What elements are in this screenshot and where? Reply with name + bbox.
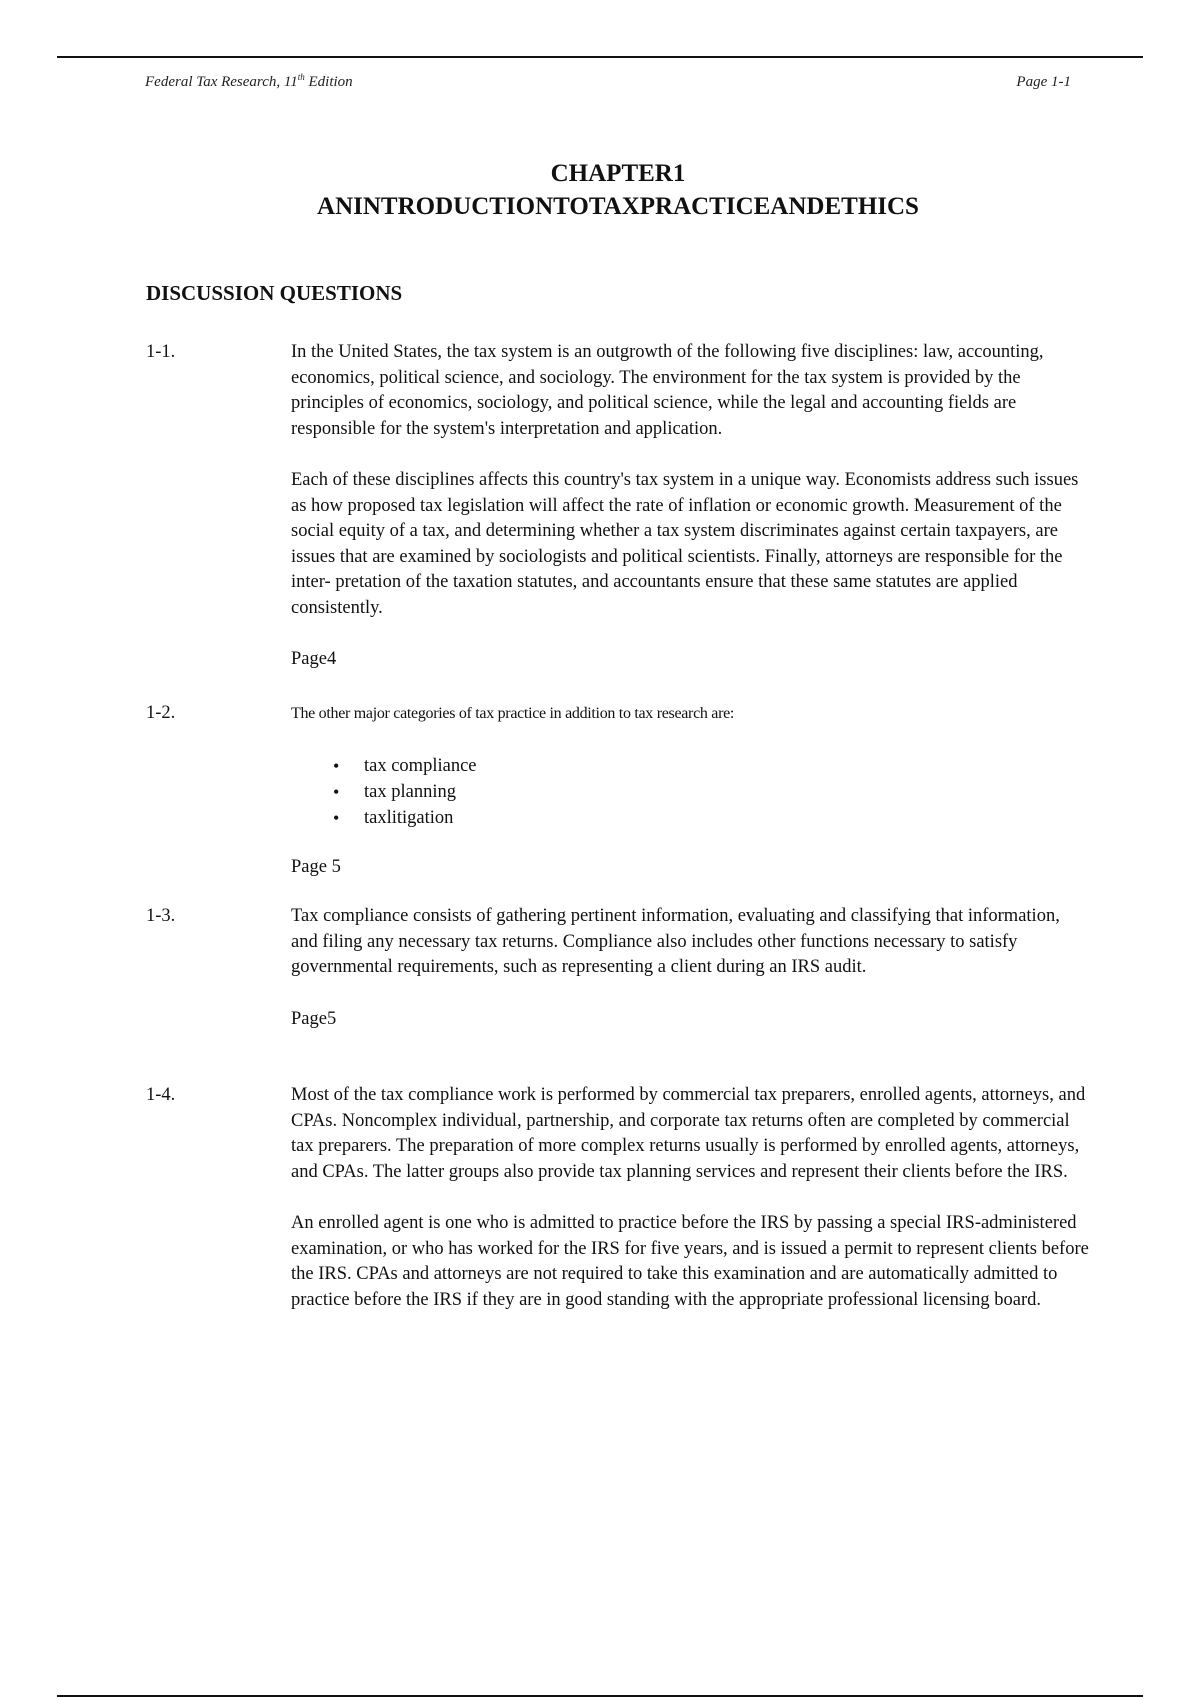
page-reference: Page 5: [291, 856, 341, 877]
list-item: • taxlitigation: [291, 805, 1091, 831]
list-item: • tax compliance: [291, 753, 1091, 779]
header-rule: [57, 56, 1143, 58]
answer-intro: The other major categories of tax practice in addition to tax research are:: [291, 705, 735, 722]
question-number: 1-3.: [146, 906, 176, 926]
answer-paragraph: In the United States, the tax system is an outgrowth of the following five disciplines: law, accounting, economics, political science, and sociology. The environment for the tax system is provided by the principles of economics, sociology, and political science, while the legal and accounting fields are responsible for the system's interpretation and application.: [291, 342, 1044, 439]
book-title: Federal Tax Research, 11th Edition: [145, 72, 353, 90]
page-number: Page 1-1: [1016, 74, 1071, 90]
question-body: [291, 340, 1091, 673]
answer-paragraph: Most of the tax compliance work is performed by commercial tax preparers, enrolled agents, attorneys, and CPAs. Noncomplex individual, partnership, and corporate tax returns often are completed by commercial tax preparers. The preparation of more complex returns usually is performed by enrolled agents, attorneys, and CPAs. The latter groups also provide tax planning services and represent their clients before the IRS.: [291, 1085, 1086, 1182]
page-reference: Page4: [291, 649, 337, 669]
chapter-number: CHAPTER1: [550, 160, 686, 187]
page-reference: Page5: [291, 1008, 337, 1029]
question-body: [291, 701, 1091, 880]
question-body: [291, 904, 1091, 1032]
answer-paragraph: Tax compliance consists of gathering pertinent information, evaluating and classifying that information, and filing any necessary tax returns. Compliance also includes other functions necessary to satisfy governmental requirements, such as representing a client during an IRS audit.: [291, 906, 1060, 977]
section-heading: DISCUSSION QUESTIONS: [146, 281, 403, 305]
question-body: [291, 1083, 1091, 1339]
question-number: 1-4.: [146, 1085, 176, 1105]
footer-rule: [57, 1695, 1143, 1697]
bullet-list: [291, 753, 1091, 831]
question-number: 1-2.: [146, 703, 176, 723]
question-number: 1-1.: [146, 342, 176, 362]
chapter-title: ANINTRODUCTIONTOTAXPRACTICEANDETHICS: [317, 193, 919, 220]
list-item: • tax planning: [291, 779, 1091, 805]
answer-paragraph: An enrolled agent is one who is admitted to practice before the IRS by passing a special IRS-administered examination, or who has worked for the IRS for five years, and is issued a permit to represent clients before the IRS. CPAs and attorneys are not required to take this examination and are automatically admitted to practice before the IRS if they are in good standing with the appropriate professional licensing board.: [291, 1213, 1089, 1310]
chapter-heading: [0, 157, 1200, 223]
answer-paragraph: Each of these disciplines affects this country's tax system in a unique way. Economists address such issues as how proposed tax legislation will affect the rate of inflation or economic growth. Measurement of the social equity of a tax, and determining whether a tax system discriminates against certain taxpayers, are issues that are examined by sociologists and political scientists. Finally, attorneys are responsible for the inter- pretation of the taxation statutes, and accountants ensure that these same statutes are applied consistently.: [291, 470, 1079, 618]
